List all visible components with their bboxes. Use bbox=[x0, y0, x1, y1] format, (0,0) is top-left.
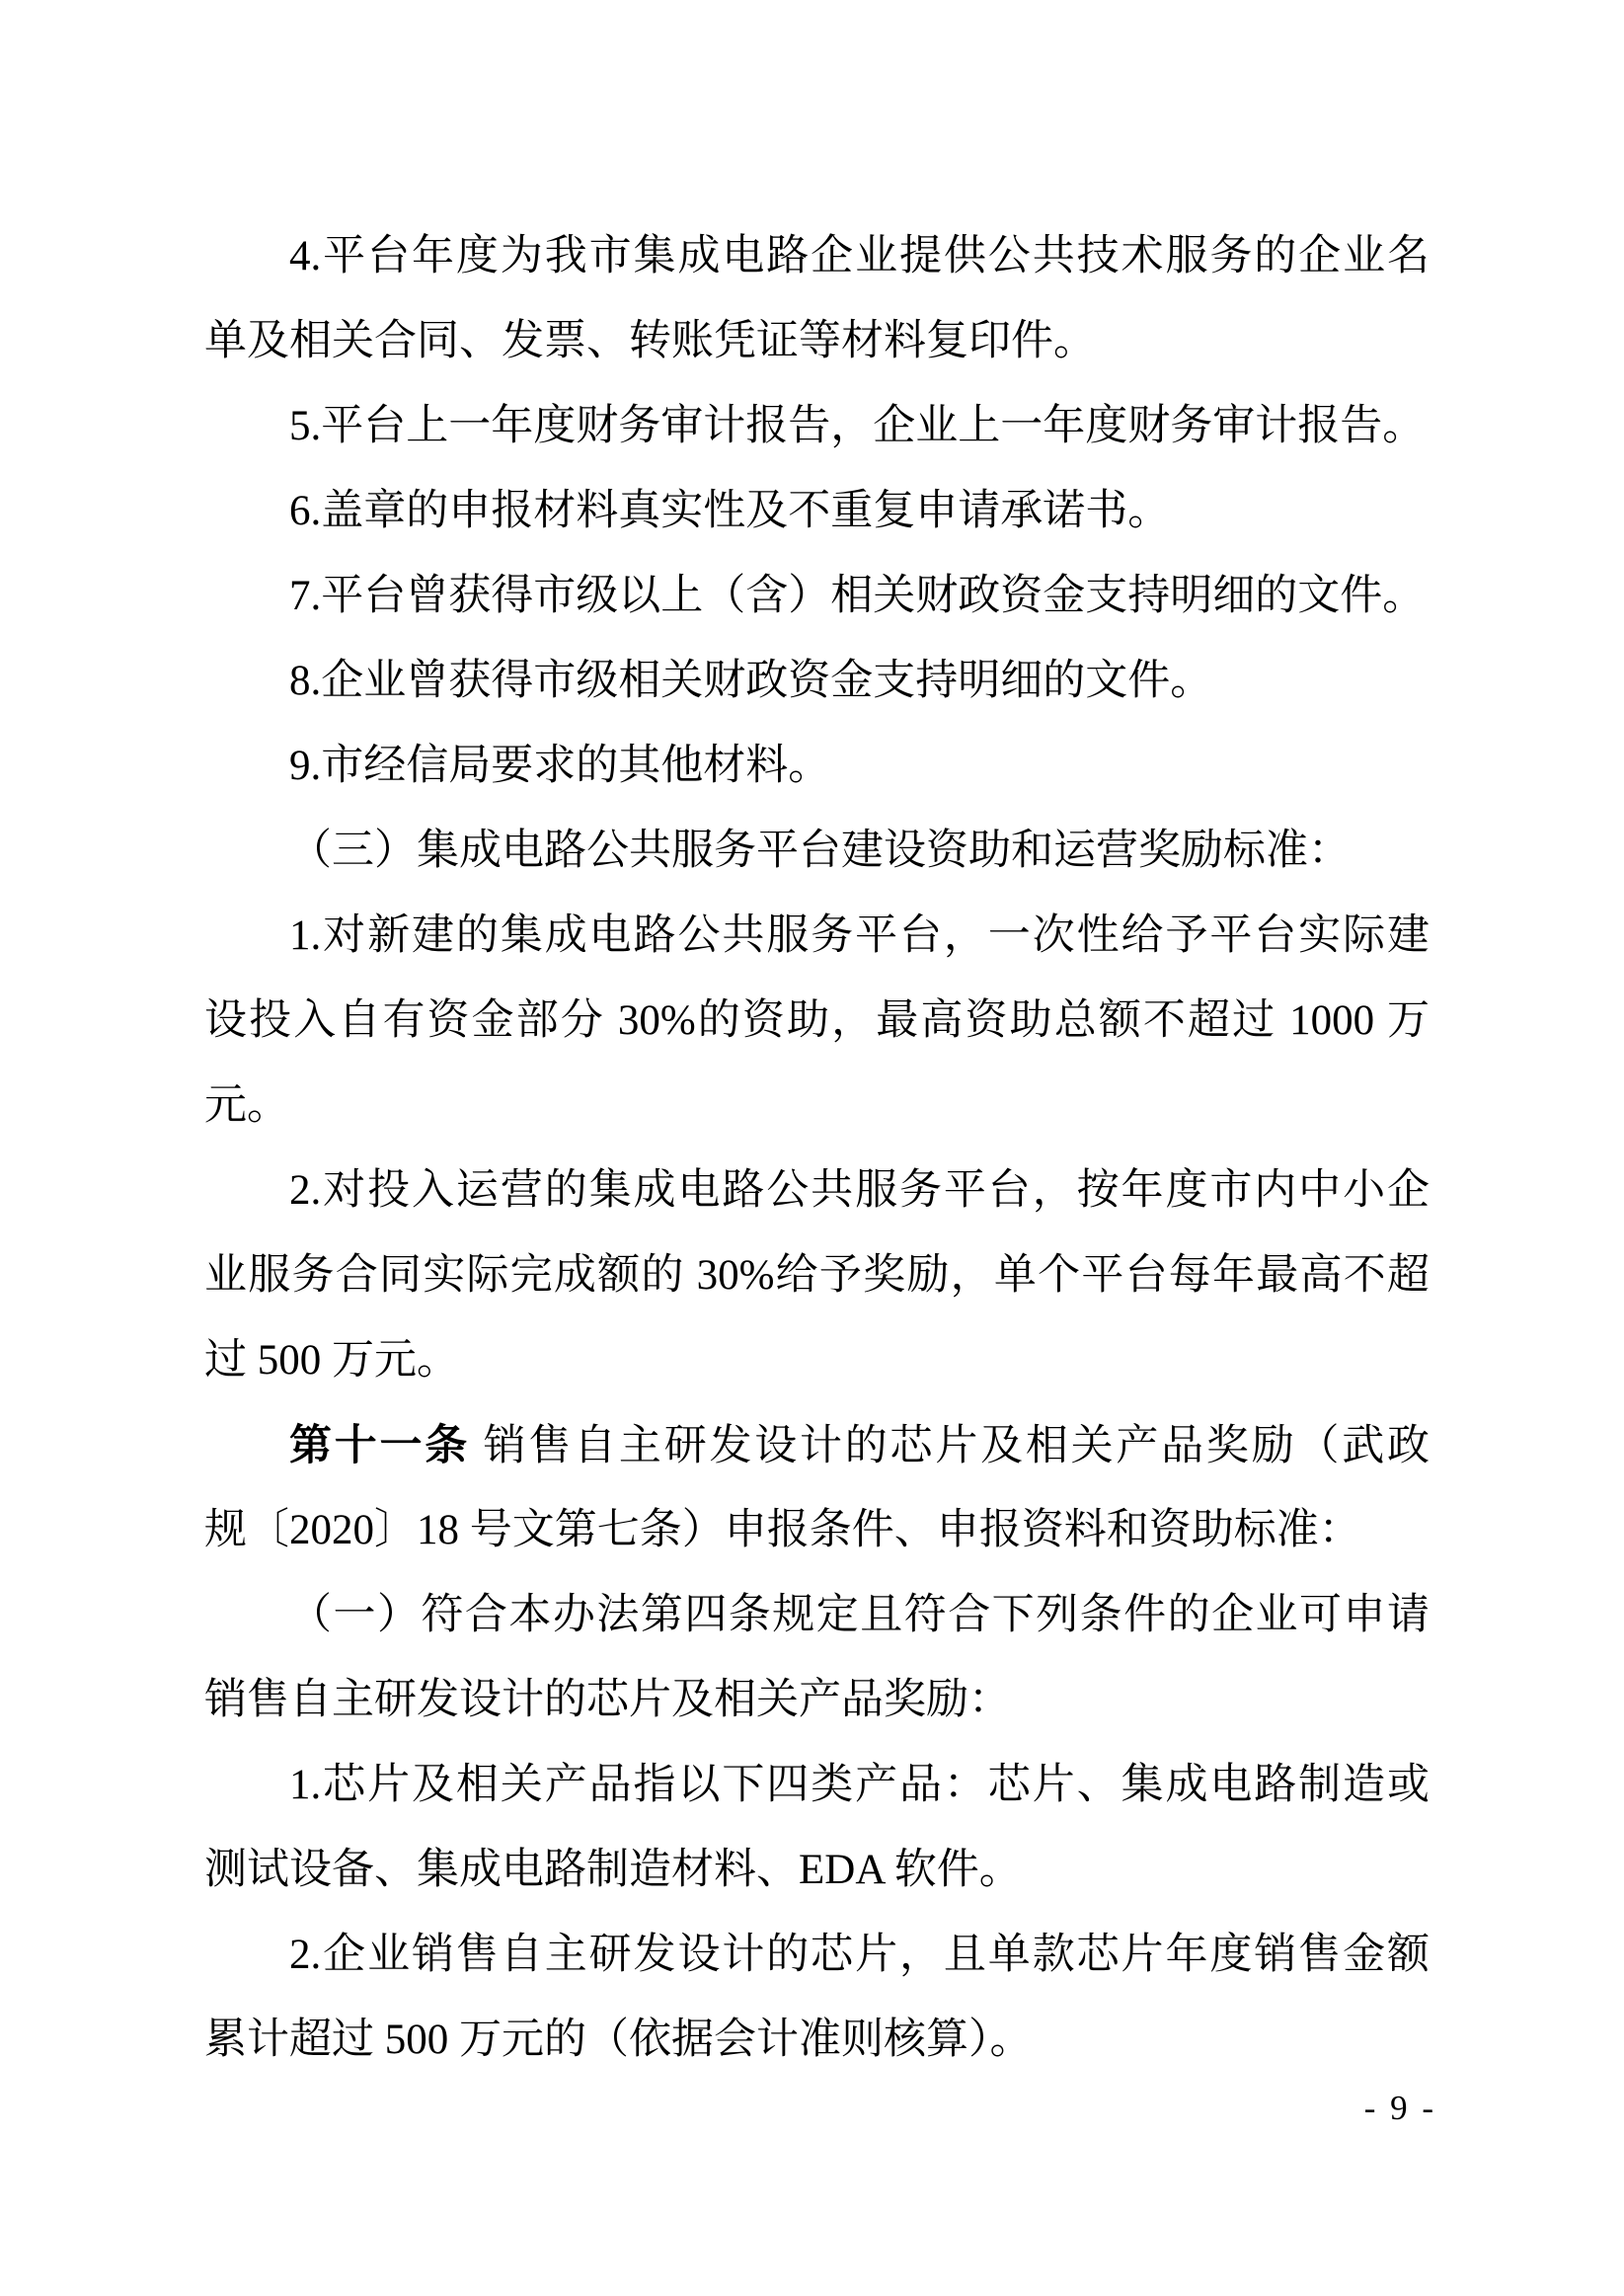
text-line: 单及相关合同、发票、转账凭证等材料复印件。 bbox=[204, 318, 1096, 364]
text-line: 5.平台上一年度财务审计报告，企业上一年度财务审计报告。 bbox=[289, 403, 1426, 449]
text-line: 元。 bbox=[204, 1082, 289, 1129]
text-line: 销售自主研发设计的芯片及相关产品奖励： bbox=[204, 1677, 1011, 1723]
text-line-article-heading bbox=[204, 1403, 1430, 1488]
text-line: 7.平台曾获得市级以上（含）相关财政资金支持明细的文件。 bbox=[289, 573, 1426, 619]
article-number-label: 第十一条 bbox=[289, 1422, 471, 1469]
article-heading-text: 销售自主研发设计的芯片及相关产品奖励（武政 bbox=[470, 1423, 1431, 1469]
text-line: 规〔2020〕18 号文第七条）申报条件、申报资料和资助标准： bbox=[204, 1507, 1361, 1553]
text-line: 设投入自有资金部分 30%的资助，最高资助总额不超过 1000 万 bbox=[204, 997, 1430, 1044]
document-body bbox=[204, 214, 1430, 2083]
text-line: 8.企业曾获得市级相关财政资金支持明细的文件。 bbox=[289, 658, 1213, 704]
text-line: 1.芯片及相关产品指以下四类产品：芯片、集成电路制造或 bbox=[289, 1762, 1430, 1808]
text-line: 2.企业销售自主研发设计的芯片，且单款芯片年度销售金额 bbox=[289, 1932, 1430, 1978]
page-number: - 9 - bbox=[1363, 2089, 1436, 2127]
text-line: （三）集成电路公共服务平台建设资助和运营奖励标准： bbox=[289, 828, 1351, 874]
text-line: 过 500 万元。 bbox=[204, 1337, 459, 1384]
text-line: 4.平台年度为我市集成电路企业提供公共技术服务的企业名 bbox=[289, 233, 1430, 279]
text-line: 6.盖章的申报材料真实性及不重复申请承诺书。 bbox=[289, 488, 1171, 534]
text-line: （一）符合本办法第四条规定且符合下列条件的企业可申请 bbox=[289, 1592, 1430, 1638]
text-line: 测试设备、集成电路制造材料、EDA 软件。 bbox=[204, 1847, 1022, 1893]
text-line: 9.市经信局要求的其他材料。 bbox=[289, 743, 831, 789]
text-line: 累计超过 500 万元的（依据会计准则核算）。 bbox=[204, 2017, 1033, 2063]
text-line: 2.对投入运营的集成电路公共服务平台，按年度市内中小企 bbox=[289, 1167, 1430, 1214]
text-line: 1.对新建的集成电路公共服务平台，一次性给予平台实际建 bbox=[289, 912, 1430, 959]
text-line: 业服务合同实际完成额的 30%给予奖励，单个平台每年最高不超 bbox=[204, 1252, 1430, 1299]
